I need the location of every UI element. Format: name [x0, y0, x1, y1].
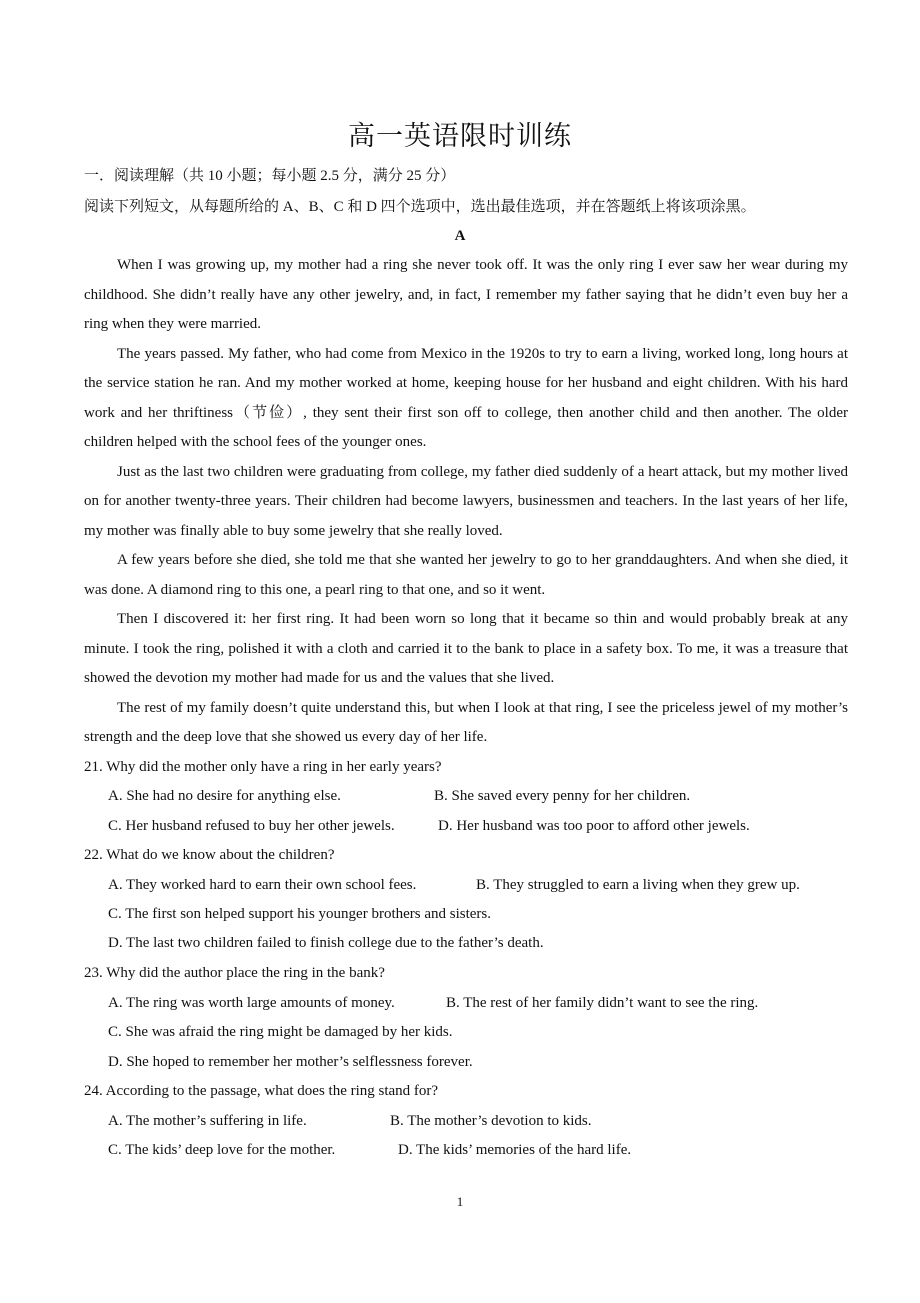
passage-label: A: [454, 228, 466, 244]
option-a: A. The ring was worth large amounts of money.: [108, 995, 395, 1011]
question-stem: 22. What do we know about the children?: [84, 847, 335, 863]
option-d: D. The kids’ memories of the hard life.: [398, 1142, 632, 1158]
passage-body: [84, 251, 848, 753]
option-b: B. They struggled to earn a living when they grew up.: [476, 877, 800, 893]
question-stem: 21. Why did the mother only have a ring in her early years?: [84, 759, 442, 775]
option-d: D. She hoped to remember her mother’s selflessness forever.: [108, 1054, 473, 1070]
option-b: B. The rest of her family didn’t want to see the ring.: [446, 995, 759, 1011]
option-c: C. Her husband refused to buy her other jewels.: [108, 818, 395, 834]
option-b: B. The mother’s devotion to kids.: [390, 1113, 592, 1129]
section-instruction: 阅读下列短文，从每题所给的 A、B、C 和 D 四个选项中，选出最佳选项，并在答题纸上将该项涂黑。: [84, 199, 756, 215]
option-a: A. They worked hard to earn their own school fees.: [108, 877, 417, 893]
option-a: A. She had no desire for anything else.: [108, 788, 341, 804]
question-stem: 24. According to the passage, what does the ring stand for?: [84, 1083, 439, 1099]
page-number: 1: [456, 1194, 464, 1209]
section-heading: 一．阅读理解（共 10 小题；每小题 2.5 分，满分 25 分）: [84, 168, 456, 184]
option-c: C. The kids’ deep love for the mother.: [108, 1142, 336, 1158]
passage-paragraph: Then I discovered it: her first ring. It had been worn so long that it became so thin and would probably break at any minute. I took the ring, polished it with a cloth and carried it to the bank to place in a safety box. To me, it was a treasure that showed the devotion my mother had made for us and the values that she lived.: [84, 611, 848, 686]
question-stem: 23. Why did the author place the ring in the bank?: [84, 965, 385, 981]
option-d: D. Her husband was too poor to afford other jewels.: [438, 818, 750, 834]
option-c: C. The first son helped support his younger brothers and sisters.: [108, 906, 492, 922]
passage-paragraph: The years passed. My father, who had come from Mexico in the 1920s to try to earn a living, worked long, long hours at the service station he ran. And my mother worked at home, keeping house for her husband and eight children. With his hard work and her thriftiness（节俭）, they sent their first son off to college, then another child and then another. The older children helped with the school fees of the younger ones.: [84, 345, 848, 450]
page-title: 高一英语限时训练: [348, 121, 572, 151]
passage-paragraph: Just as the last two children were graduating from college, my father died suddenly of a heart attack, but my mother lived on for another twenty-three years. Their children had become lawyers, businessmen and teachers. In the last years of her life, my mother was finally able to buy some jewelry that she really loved.: [84, 463, 848, 539]
option-a: A. The mother’s suffering in life.: [108, 1113, 307, 1129]
passage-paragraph: The rest of my family doesn’t quite understand this, but when I look at that ring, I see the priceless jewel of my mother’s strength and the deep love that she showed us every day of her life.: [84, 699, 848, 745]
passage-paragraph: A few years before she died, she told me that she wanted her jewelry to go to her granddaughters. And when she died, it was done. A diamond ring to this one, a pearl ring to that one, and so it went.: [84, 552, 848, 598]
option-d: D. The last two children failed to finish college due to the father’s death.: [108, 935, 544, 951]
option-c: C. She was afraid the ring might be damaged by her kids.: [108, 1024, 453, 1040]
option-b: B. She saved every penny for her children.: [434, 788, 691, 804]
passage-paragraph: When I was growing up, my mother had a ring she never took off. It was the only ring I ever saw her wear during my childhood. She didn’t really have any other jewelry, and, in fact, I remember my father saying that he didn’t even buy her a ring when they were married.: [84, 257, 848, 332]
